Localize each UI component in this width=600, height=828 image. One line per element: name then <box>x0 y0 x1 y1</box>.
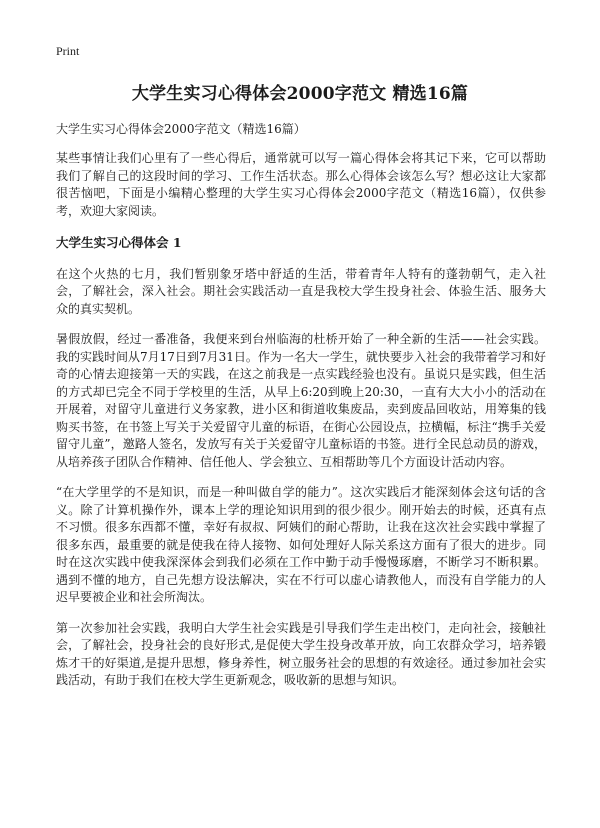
intro-paragraph: 某些事情让我们心里有了一些心得后，通常就可以写一篇心得体会将其记下来，它可以帮助我们了解自己的这段时间的学习、工作生活状态。那么心得体会该怎么写？想必这让大家都很苦恼吧，下面是小编精心整理的大学生实习心得体会2000字范文（精选16篇），仅供参考，欢迎大家阅读。 <box>56 151 546 218</box>
section-heading: 大学生实习心得体会 1 <box>56 235 182 250</box>
body-paragraph-3: “在大学里学的不是知识，而是一种叫做自学的能力”。这次实践后才能深刻体会这句话的含义。除了计算机操作外，课本上学的理论知识用到的很少很少。刚开始去的时候，还真有点不习惯。很多东西都不懂，幸好有叔叔、阿姨们的耐心帮助，让我在这次社会实践中掌握了很多东西，最重要的就是使我在待人接物、如何处理好人际关系这方面有了很大的进步。同时在这次实践中使我深深体会到我们必须在工作中勤于动手慢慢琢磨，不断学习不断积累。遇到不懂的地方，自己先想方设法解决，实在不行可以虚心请教他人，而没有自学能力的人迟早要被企业和社会所淘汰。 <box>56 485 546 604</box>
document-subtitle: 大学生实习心得体会2000字范文（精选16篇） <box>56 122 306 136</box>
document-title: 大学生实习心得体会2000字范文 精选16篇 <box>131 84 469 104</box>
article-body <box>56 150 546 703</box>
body-paragraph-2: 暑假放假，经过一番准备，我便来到台州临海的杜桥开始了一种全新的生活——社会实践。我的实践时间从7月17日到7月31日。作为一名大一学生，就快要步入社会的我带着学习和好奇的心情去迎接第一天的实践，在这之前我是一点实践经验也没有。虽说只是实践，但生活的方式却已完全不同于学校里的生活，从早上6:20到晚上20:30，一直有大大小小的活动在开展着，对留守儿童进行义务家教，进小区和街道收集废品，卖到废品回收站，用筹集的钱购买书签，在书签上写关于关爱留守儿童的标语，在街心公园设点，拉横幅，标注“携手关爱留守儿童”，邀路人签名，发放写有关于关爱留守儿童标语的书签。进行全民总动员的游戏，从培养孩子团队合作精神、信任他人、学会独立、互相帮助等几个方面设计活动内容。 <box>56 332 546 469</box>
body-paragraph-1: 在这个火热的七月，我们暂别象牙塔中舒适的生活，带着青年人特有的蓬勃朝气，走入社会，了解社会，深入社会。期社会实践活动一直是我校大学生投身社会、体验生活、服务大众的真实契机。 <box>56 266 546 316</box>
body-paragraph-4: 第一次参加社会实践，我明白大学生社会实践是引导我们学生走出校门，走向社会，接触社会，了解社会，投身社会的良好形式,是促使大学生投身改革开放，向工农群众学习，培养锻炼才干的好渠道,是提升思想，修身养性，树立服务社会的思想的有效途径。通过参加社会实践活动，有助于我们在校大学生更新观念，吸收新的思想与知识。 <box>56 620 546 687</box>
print-link[interactable]: Print <box>56 44 80 58</box>
